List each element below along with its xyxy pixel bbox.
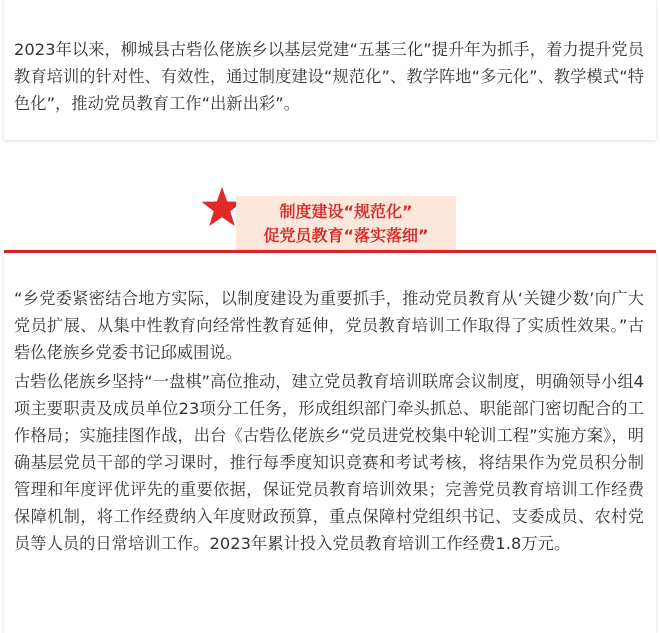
quote-paragraph: “乡党委紧密结合地方实际，以制度建设为重要抓手，推动党员教育从‘关键少数’向广大党员扩展、从集中性教育向经常性教育延伸，党员教育培训工作取得了实质性效果。”古砦仫佬族乡党委书记邱威围说。: [14, 289, 644, 362]
intro-paragraph: 2023年以来，柳城县古砦仫佬族乡以基层党建“五基三化”提升年为抓手，着力提升党员教育培训的针对性、有效性，通过制度建设“规范化”、教学阵地“多元化”、教学模式“特色化”，推动党员教育工作“出新出彩”。: [14, 40, 644, 113]
section-header: [200, 186, 460, 250]
section-title-line2: 促党员教育“落实落细”: [263, 226, 429, 245]
section-title-line1: 制度建设“规范化”: [279, 202, 413, 221]
section-title-box: [236, 196, 456, 250]
body-paragraph: 古砦仫佬族乡坚持“一盘棋”高位推动，建立党员教育培训联席会议制度，明确领导小组4项主要职责及成员单位23项分工任务，形成组织部门牵头抓总、职能部门密切配合的工作格局；实施挂图作战，出台《古砦仫佬族乡“党员进党校集中轮训工程”实施方案》，明确基层党员干部的学习课时，推行每季度知识竞赛和考试考核，将结果作为党员积分制管理和年度评优评先的重要依据，保证党员教育培训效果；完善党员教育培训工作经费保障机制，将工作经费纳入年度财政预算，重点保障村党组织书记、支委成员、农村党员等人员的日常培训工作。2023年累计投入党员教育培训工作经费1.8万元。: [14, 372, 645, 553]
